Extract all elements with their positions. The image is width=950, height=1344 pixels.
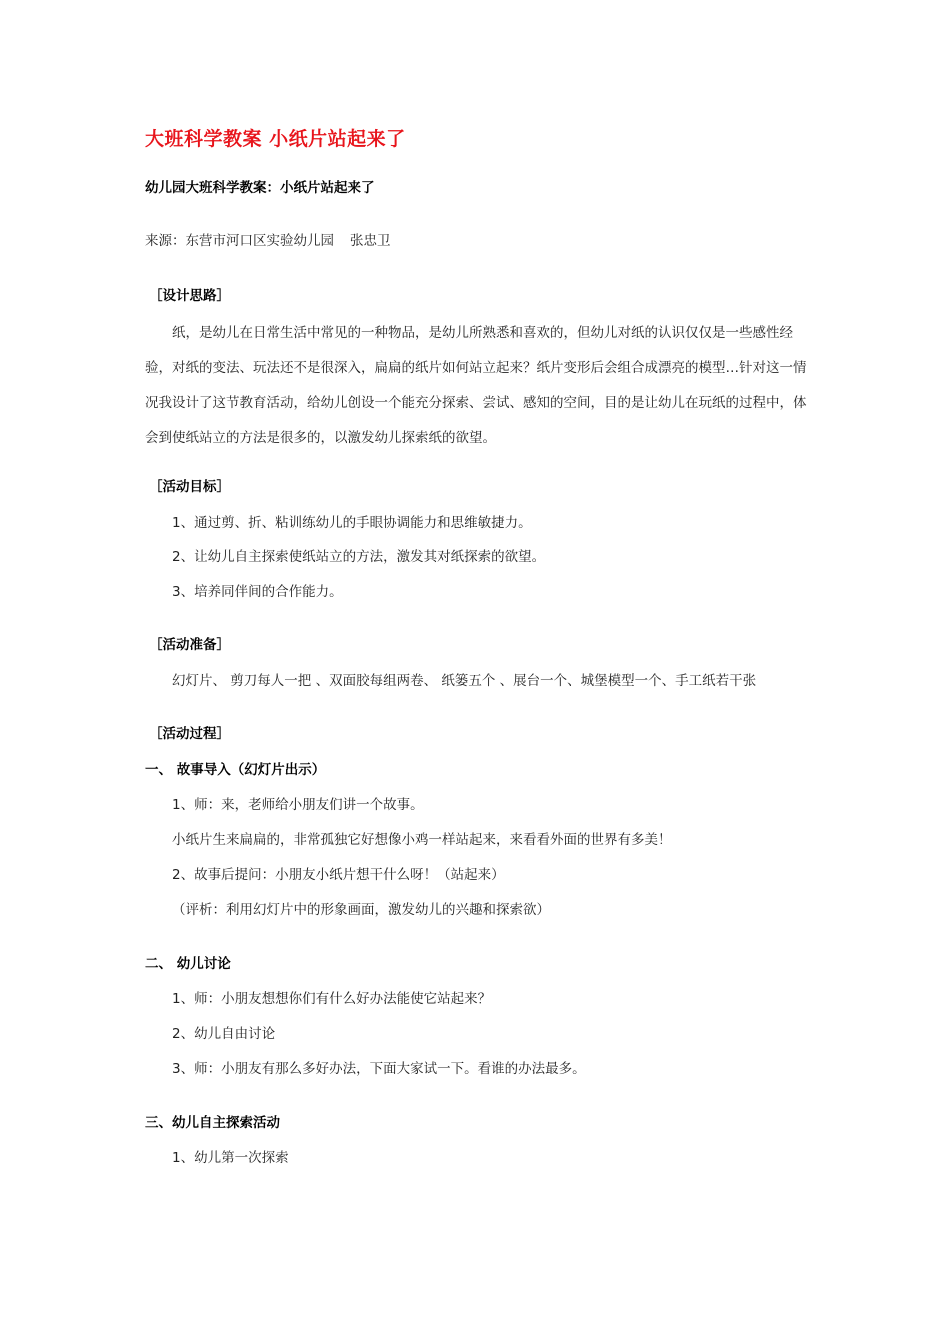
goal-item: 2、让幼儿自主探索使纸站立的方法，激发其对纸探索的欲望。: [172, 549, 546, 565]
process-line: 小纸片生来扁扁的，非常孤独它好想像小鸡一样站起来，来看看外面的世界有多美！: [172, 832, 672, 848]
process-line: 1、师：小朋友想想你们有什么好办法能使它站起来？: [172, 991, 492, 1007]
goal-item: 1、通过剪、折、粘训练幼儿的手眼协调能力和思维敏捷力。: [172, 515, 532, 531]
document-title: 大班科学教案 小纸片站起来了: [145, 128, 406, 150]
process-part3-heading: 三、幼儿自主探索活动: [145, 1115, 280, 1131]
process-line: 3、师：小朋友有那么多好办法，下面大家试一下。看谁的办法最多。: [172, 1061, 586, 1077]
process-part1-heading: 一、 故事导入（幻灯片出示）: [145, 762, 326, 778]
design-heading: ［设计思路］: [149, 288, 230, 304]
source-author: 张忠卫: [350, 233, 391, 249]
goals-heading: ［活动目标］: [149, 479, 230, 495]
preparation-heading: ［活动准备］: [149, 637, 230, 653]
preparation-text: 幻灯片、 剪刀每人一把 、双面胶每组两卷、 纸篓五个 、展台一个、城堡模型一个、手工纸若干张: [172, 673, 757, 689]
process-part2-heading: 二、 幼儿讨论: [145, 956, 231, 972]
process-line: 1、师：来，老师给小朋友们讲一个故事。: [172, 797, 424, 813]
goal-item: 3、培养同伴间的合作能力。: [172, 584, 343, 600]
process-heading: ［活动过程］: [149, 726, 230, 742]
process-line: （评析：利用幻灯片中的形象画面，激发幼儿的兴趣和探索欲）: [172, 902, 550, 918]
process-line: 2、幼儿自由讨论: [172, 1026, 276, 1042]
design-paragraph: 纸，是幼儿在日常生活中常见的一种物品，是幼儿所熟悉和喜欢的，但幼儿对纸的认识仅仅是一些感性经验，对纸的变法、玩法还不是很深入，扁扁的纸片如何站立起来？纸片变形后会组合成漂亮的模型…针对这一情况我设计了这节教育活动，给幼儿创设一个能充分探索、尝试、感知的空间，目的是让幼儿在玩纸的过程中，体会到使纸站立的方法是很多的，以激发幼儿探索纸的欲望。: [145, 325, 807, 446]
process-line: 2、故事后提问：小朋友小纸片想干什么呀！（站起来）: [172, 867, 505, 883]
source-line: [145, 229, 391, 249]
process-line: 1、幼儿第一次探索: [172, 1150, 289, 1166]
source-label: 来源：东营市河口区实验幼儿园: [145, 233, 334, 249]
document-subtitle: 幼儿园大班科学教案：小纸片站起来了: [145, 180, 375, 196]
